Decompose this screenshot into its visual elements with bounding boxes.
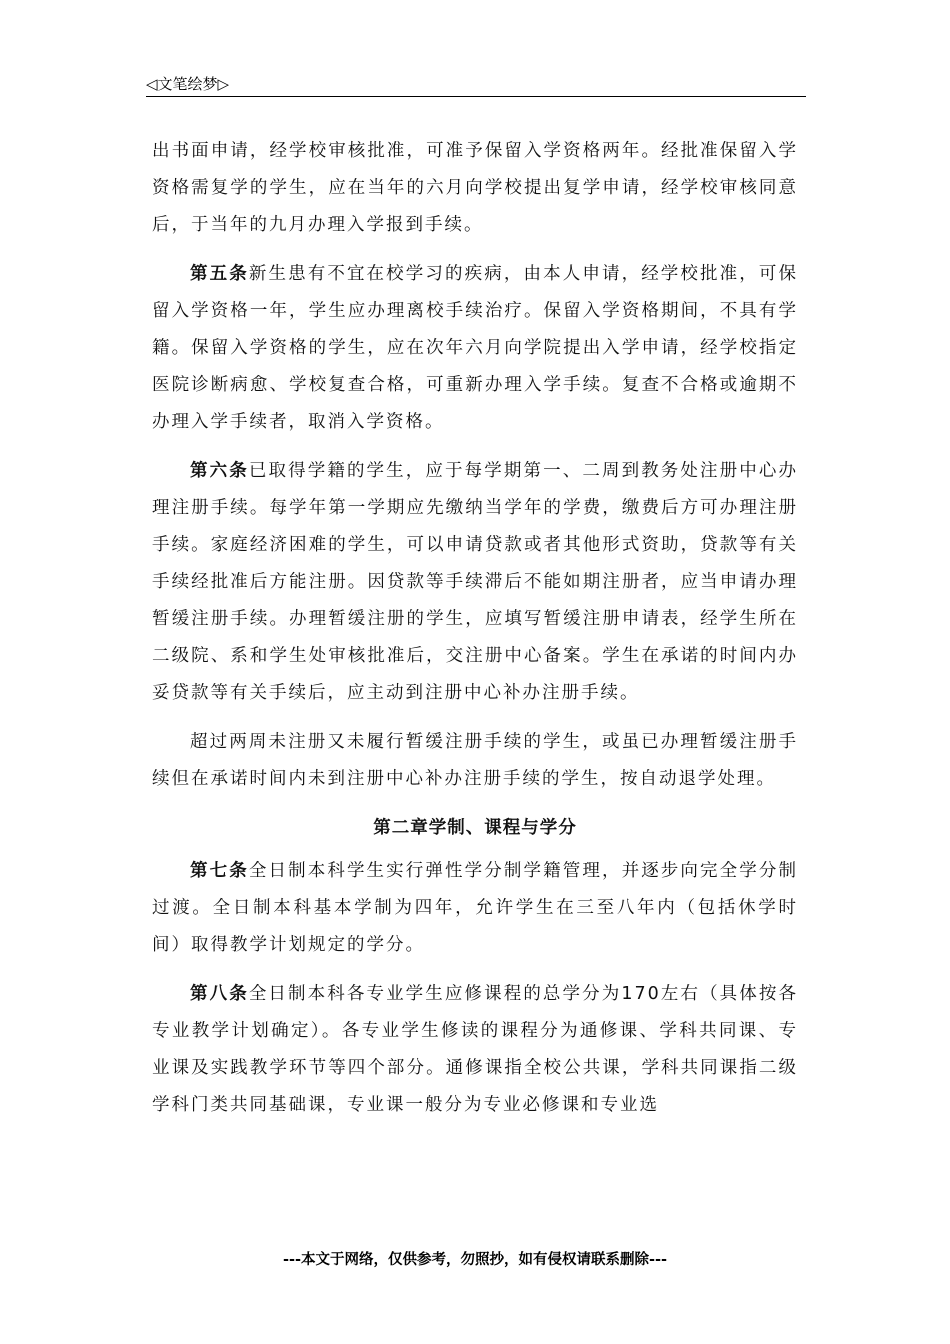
article-5 bbox=[152, 256, 798, 441]
brand-label: ◁文笔绘梦▷ bbox=[146, 75, 230, 93]
article-6-number: 第六条 bbox=[190, 461, 249, 481]
article-7 bbox=[152, 853, 798, 964]
article-5-number: 第五条 bbox=[190, 264, 249, 284]
article-7-number: 第七条 bbox=[190, 861, 249, 881]
paragraph-continued: 出书面申请，经学校审核批准，可准予保留入学资格两年。经批准保留入学资格需复学的学生，应在当年的六月向学校提出复学申请，经学校审核同意后，于当年的九月办理入学报到手续。 bbox=[152, 141, 798, 235]
article-6-text: 已取得学籍的学生，应于每学期第一、二周到教务处注册中心办理注册手续。每学年第一学期应先缴纳当学年的学费，缴费后方可办理注册手续。家庭经济困难的学生，可以申请贷款或者其他形式资助，贷款等有关手续经批准后方能注册。因贷款等手续滞后不能如期注册者，应当申请办理暂缓注册手续。办理暂缓注册的学生，应填写暂缓注册申请表，经学生所在二级院、系和学生处审核批准后，交注册中心备案。学生在承诺的时间内办妥贷款等有关手续后，应主动到注册中心补办注册手续。 bbox=[152, 461, 799, 703]
page-footer: ---本文于网络，仅供参考，勿照抄，如有侵权请联系删除--- bbox=[282, 1252, 668, 1268]
article-6 bbox=[152, 453, 798, 712]
article-7-text: 全日制本科学生实行弹性学分制学籍管理，并逐步向完全学分制过渡。全日制本科基本学制为四年，允许学生在三至八年内（包括休学时间）取得教学计划规定的学分。 bbox=[152, 861, 799, 955]
document-body bbox=[152, 133, 798, 1124]
page-header bbox=[146, 74, 806, 97]
article-6-supplement: 超过两周未注册又未履行暂缓注册手续的学生，或虽已办理暂缓注册手续但在承诺时间内未到注册中心补办注册手续的学生，按自动退学处理。 bbox=[152, 732, 798, 789]
article-8-text: 全日制本科各专业学生应修课程的总学分为170左右（具体按各专业教学计划确定）。各专业学生修读的课程分为通修课、学科共同课、专业课及实践教学环节等四个部分。通修课指全校公共课，学科共同课指二级学科门类共同基础课，专业课一般分为专业必修课和专业选 bbox=[152, 984, 799, 1115]
chapter-title: 第二章学制、课程与学分 bbox=[373, 818, 577, 838]
article-8 bbox=[152, 976, 798, 1124]
article-5-text: 新生患有不宜在校学习的疾病，由本人申请，经学校批准，可保留入学资格一年，学生应办理离校手续治疗。保留入学资格期间，不具有学籍。保留入学资格的学生，应在次年六月向学院提出入学申请，经学校指定医院诊断病愈、学校复查合格，可重新办理入学手续。复查不合格或逾期不办理入学手续者，取消入学资格。 bbox=[152, 264, 799, 432]
article-8-number: 第八条 bbox=[190, 984, 249, 1004]
